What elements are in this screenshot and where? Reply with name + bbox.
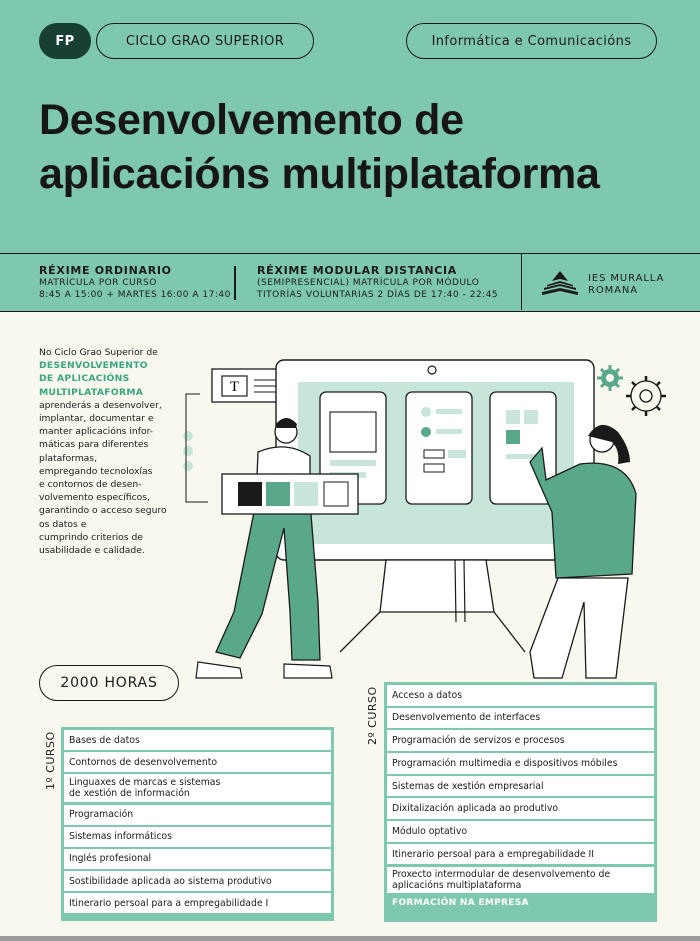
module-item: Programación [64,805,331,825]
title-line-2: aplicacións multiplataforma [39,150,600,198]
module-item: Contornos de desenvolvemento [64,752,331,772]
gear-icon [597,365,623,391]
intro-line: os datos e [39,518,87,530]
fct-label: FORMACIÓN NA EMPRESA [392,897,529,908]
intro-lead: No Ciclo Grao Superior de [39,347,158,358]
module-line: de xestión de información [69,788,190,800]
regime-band [0,253,700,312]
intro-line: plataformas, [39,452,98,464]
course-1-label: 1º CURSO [44,731,57,790]
regime-distance-line-1: (SEMIPRESENCIAL) MATRÍCULA POR MÓDULO [257,278,480,288]
course-2-label: 2º CURSO [366,686,379,745]
course-1-modules [61,727,334,921]
module-item [64,774,331,802]
module-item: Acceso a datos [387,685,654,706]
module-item: Bases de datos [64,730,331,750]
regime-distance-title: RÉXIME MODULAR DISTANCIA [257,264,458,277]
school-name-line-2: ROMANA [588,285,639,296]
intro-highlight-2: DE APLICACIÓNS [39,373,130,385]
sample-card [222,474,358,514]
module-item: Itinerario persoal para a empregabilidade II [387,844,654,865]
school-block [521,254,700,310]
module-item: Módulo optativo [387,821,654,842]
footer-bar [0,936,700,941]
module-item: Sostibilidade aplicada ao sistema produtivo [64,871,331,891]
module-item [387,867,654,893]
fp-badge: FP [39,23,91,59]
intro-line: empregando tecnoloxías [39,465,153,477]
hero-banner [0,0,700,253]
intro-highlight-1: DESENVOLVEMENTO [39,360,148,372]
intro-line: aprenderás a desenvolver, [39,399,162,411]
module-item: Programación de servizos e procesos [387,730,654,751]
regime-ordinary-title: RÉXIME ORDINARIO [39,264,172,277]
module-item: Programación multimedia e dispositivos móbiles [387,753,654,774]
regime-distance [257,264,498,301]
regime-ordinary [39,264,231,301]
hours-badge: 2000 HORAS [39,665,179,701]
intro-line: e contornos de desen- [39,479,142,491]
regime-distance-line-2: TITORÍAS VOLUNTARIAS 2 DÍAS DE 17:40 - 22:45 [257,290,499,300]
intro-line: usabilidade e calidade. [39,545,145,557]
module-line: aplicacións multiplataforma [392,879,522,891]
module-item: Itinerario persoal para a empregabilidade I [64,893,331,913]
intro-line: garantindo o acceso seguro [39,505,167,517]
school-name-line-1: IES MURALLA [588,273,665,284]
regime-ordinary-line-2: 8:45 A 15:00 + MARTES 16:00 A 17:40 [39,290,231,300]
regime-ordinary-line-1: MATRÍCULA POR CURSO [39,278,157,288]
svg-text:T: T [229,379,240,395]
intro-text [39,346,179,557]
intro-line: máticas para diferentes [39,439,149,451]
module-line: Proxecto intermodular de desenvolvemento de [392,868,611,880]
school-name [588,273,688,297]
intro-line: cumprindo criterios de [39,531,143,543]
module-line: Linguaxes de marcas e sistemas [69,777,221,789]
gear-outline-icon [626,376,666,416]
course-2-modules [384,682,657,922]
module-item: Desenvolvemento de interfaces [387,708,654,729]
level-pill: CICLO GRAO SUPERIOR [96,23,314,59]
page-title [39,93,679,201]
module-item: Inglés profesional [64,849,331,869]
band-divider [234,266,236,300]
module-item: Dixitalización aplicada ao produtivo [387,798,654,819]
module-item: Sistemas de xestión empresarial [387,776,654,797]
book-stack-icon [540,270,580,296]
family-pill: Informática e Comunicacións [406,23,657,59]
intro-highlight-3: MULTIPLATAFORMA [39,386,144,398]
intro-line: implantar, documentar e [39,413,154,425]
module-item: Sistemas informáticos [64,827,331,847]
title-line-1: Desenvolvemento de [39,96,464,144]
intro-line: volvemento específicos, [39,492,150,504]
developers-illustration [180,352,690,684]
intro-line: manter aplicacións infor- [39,426,154,438]
